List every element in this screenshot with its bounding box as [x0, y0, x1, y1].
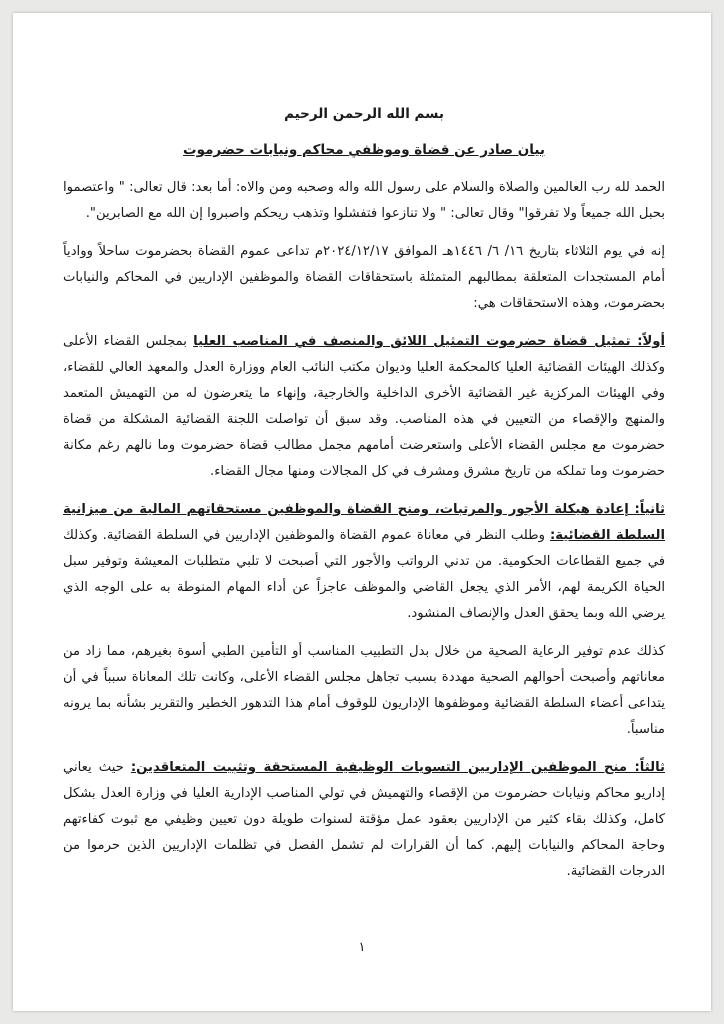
section-3-body: حيث يعاني إداريو محاكم ونيابات حضرموت من الإقصاء والتهميش في تولي المناصب الإدارية العليا في وزارة العدل بشكل كامل، وكذلك بقاء كثير من الإداريين بعقود عمل مؤقتة لسنوات طويلة دون تعيين وظيفي مع ثبوت كفاءتهم وحاجة المحاكم والنيابات إليهم. كما أن القرارات لم تشمل الفصل في تظلمات الإداريين الذين حرموا من الدرجات القضائية.: [63, 760, 665, 879]
section-2-body: وطلب النظر في معاناة عموم القضاة والموظفين الإداريين في السلطة القضائية. وكذلك في جميع القطاعات الحكومية. من تدني الرواتب والأجور التي أصبحت لا تلبي متطلبات المعيشة وتوفير سبل الحياة الكريمة لهم، الأمر الذي يجعل القاضي والموظف عاجزاً عن أداء المهام المنوطة به على الوجه الذي يرضي الله وبما يحقق العدل والإنصاف المنشود.: [63, 528, 665, 621]
meeting-paragraph: إنه في يوم الثلاثاء بتاريخ ١٦/ ٦/ ١٤٤٦هـ الموافق ٢٠٢٤/١٢/١٧م تداعى عموم القضاة بحضرموت ساحلاً ووادياً أمام المستجدات المتعلقة بمطالبهم المتمثلة باستحقاقات القضاة والموظفين الإداريين في المحاكم والنيابات بحضرموت، وهذه الاستحقاقات هي:: [63, 244, 665, 311]
document-title: بيان صادر عن قضاة وموظفي محاكم ونيابات حضرموت: [183, 142, 545, 158]
section-2: [63, 497, 665, 627]
basmala: بسم الله الرحمن الرحيم: [284, 106, 444, 122]
section-1-body: بمجلس القضاء الأعلى وكذلك الهيئات القضائية العليا كالمحكمة العليا وديوان مكتب النائب العام ووزارة العدل والمعهد العالي للقضاء، وفي الهيئات المركزية غير القضائية الأخرى الداخلية والخارجية، وإنهاء ما يتعرضون له من التهميش المتعمد والمنهج والإقصاء من التعيين في هذه المناصب. وقد سبق أن تواصلت اللجنة القضائية المشكلة من قضاة حضرموت مع مجلس القضاء الأعلى واستعرضت أمامهم مجمل مطالب قضاة حضرموت وما نالهم رغم مكانة حضرموت وما تملكه من تاريخ مشرق ومشرف في كل المجالات ومنها مجال القضاء.: [63, 334, 665, 479]
section-1-heading: أولاً: تمثيل قضاة حضرموت التمثيل اللائق والمنصف في المناصب العليا: [193, 334, 665, 349]
health-paragraph: كذلك عدم توفير الرعاية الصحية من خلال بدل التطبيب المناسب أو التأمين الطبي أسوة بغيرهم، مما زاد من معاناتهم وأصبحت أحوالهم الصحية مهددة بسبب تجاهل مجلس القضاء الأعلى، وكانت تلك المعاناة سبباً في أن يتداعى أعضاء السلطة القضائية وموظفوها الإداريون للوقوف أمام هذا التدهور الخطير والتقرير بشأنه بما يرونه مناسباً.: [63, 644, 665, 737]
intro-paragraph: الحمد لله رب العالمين والصلاة والسلام على رسول الله واله وصحبه ومن والاه: أما بعد: قال تعالى: " واعتصموا بحبل الله جميعاً ولا تفرقوا" وقال تعالى: " ولا تنازعوا فتفشلوا وتذهب ريحكم واصبروا إن الله مع الصابرين".: [63, 180, 665, 221]
section-2-heading: ثانياً: إعادة هيكلة الأجور والمرتبات، ومنح القضاة والموظفين مستحقاتهم المالية من ميزانية السلطة القضائية:: [63, 502, 665, 543]
document-page: [13, 13, 711, 1011]
document-body: [63, 101, 665, 897]
section-3: [63, 755, 665, 885]
section-1: [63, 329, 665, 485]
section-3-heading: ثالثاً: منح الموظفين الإداريين التسويات الوظيفية المستحقة وتثبيت المتعاقدين:: [130, 760, 665, 775]
page-number: ١: [358, 940, 366, 955]
